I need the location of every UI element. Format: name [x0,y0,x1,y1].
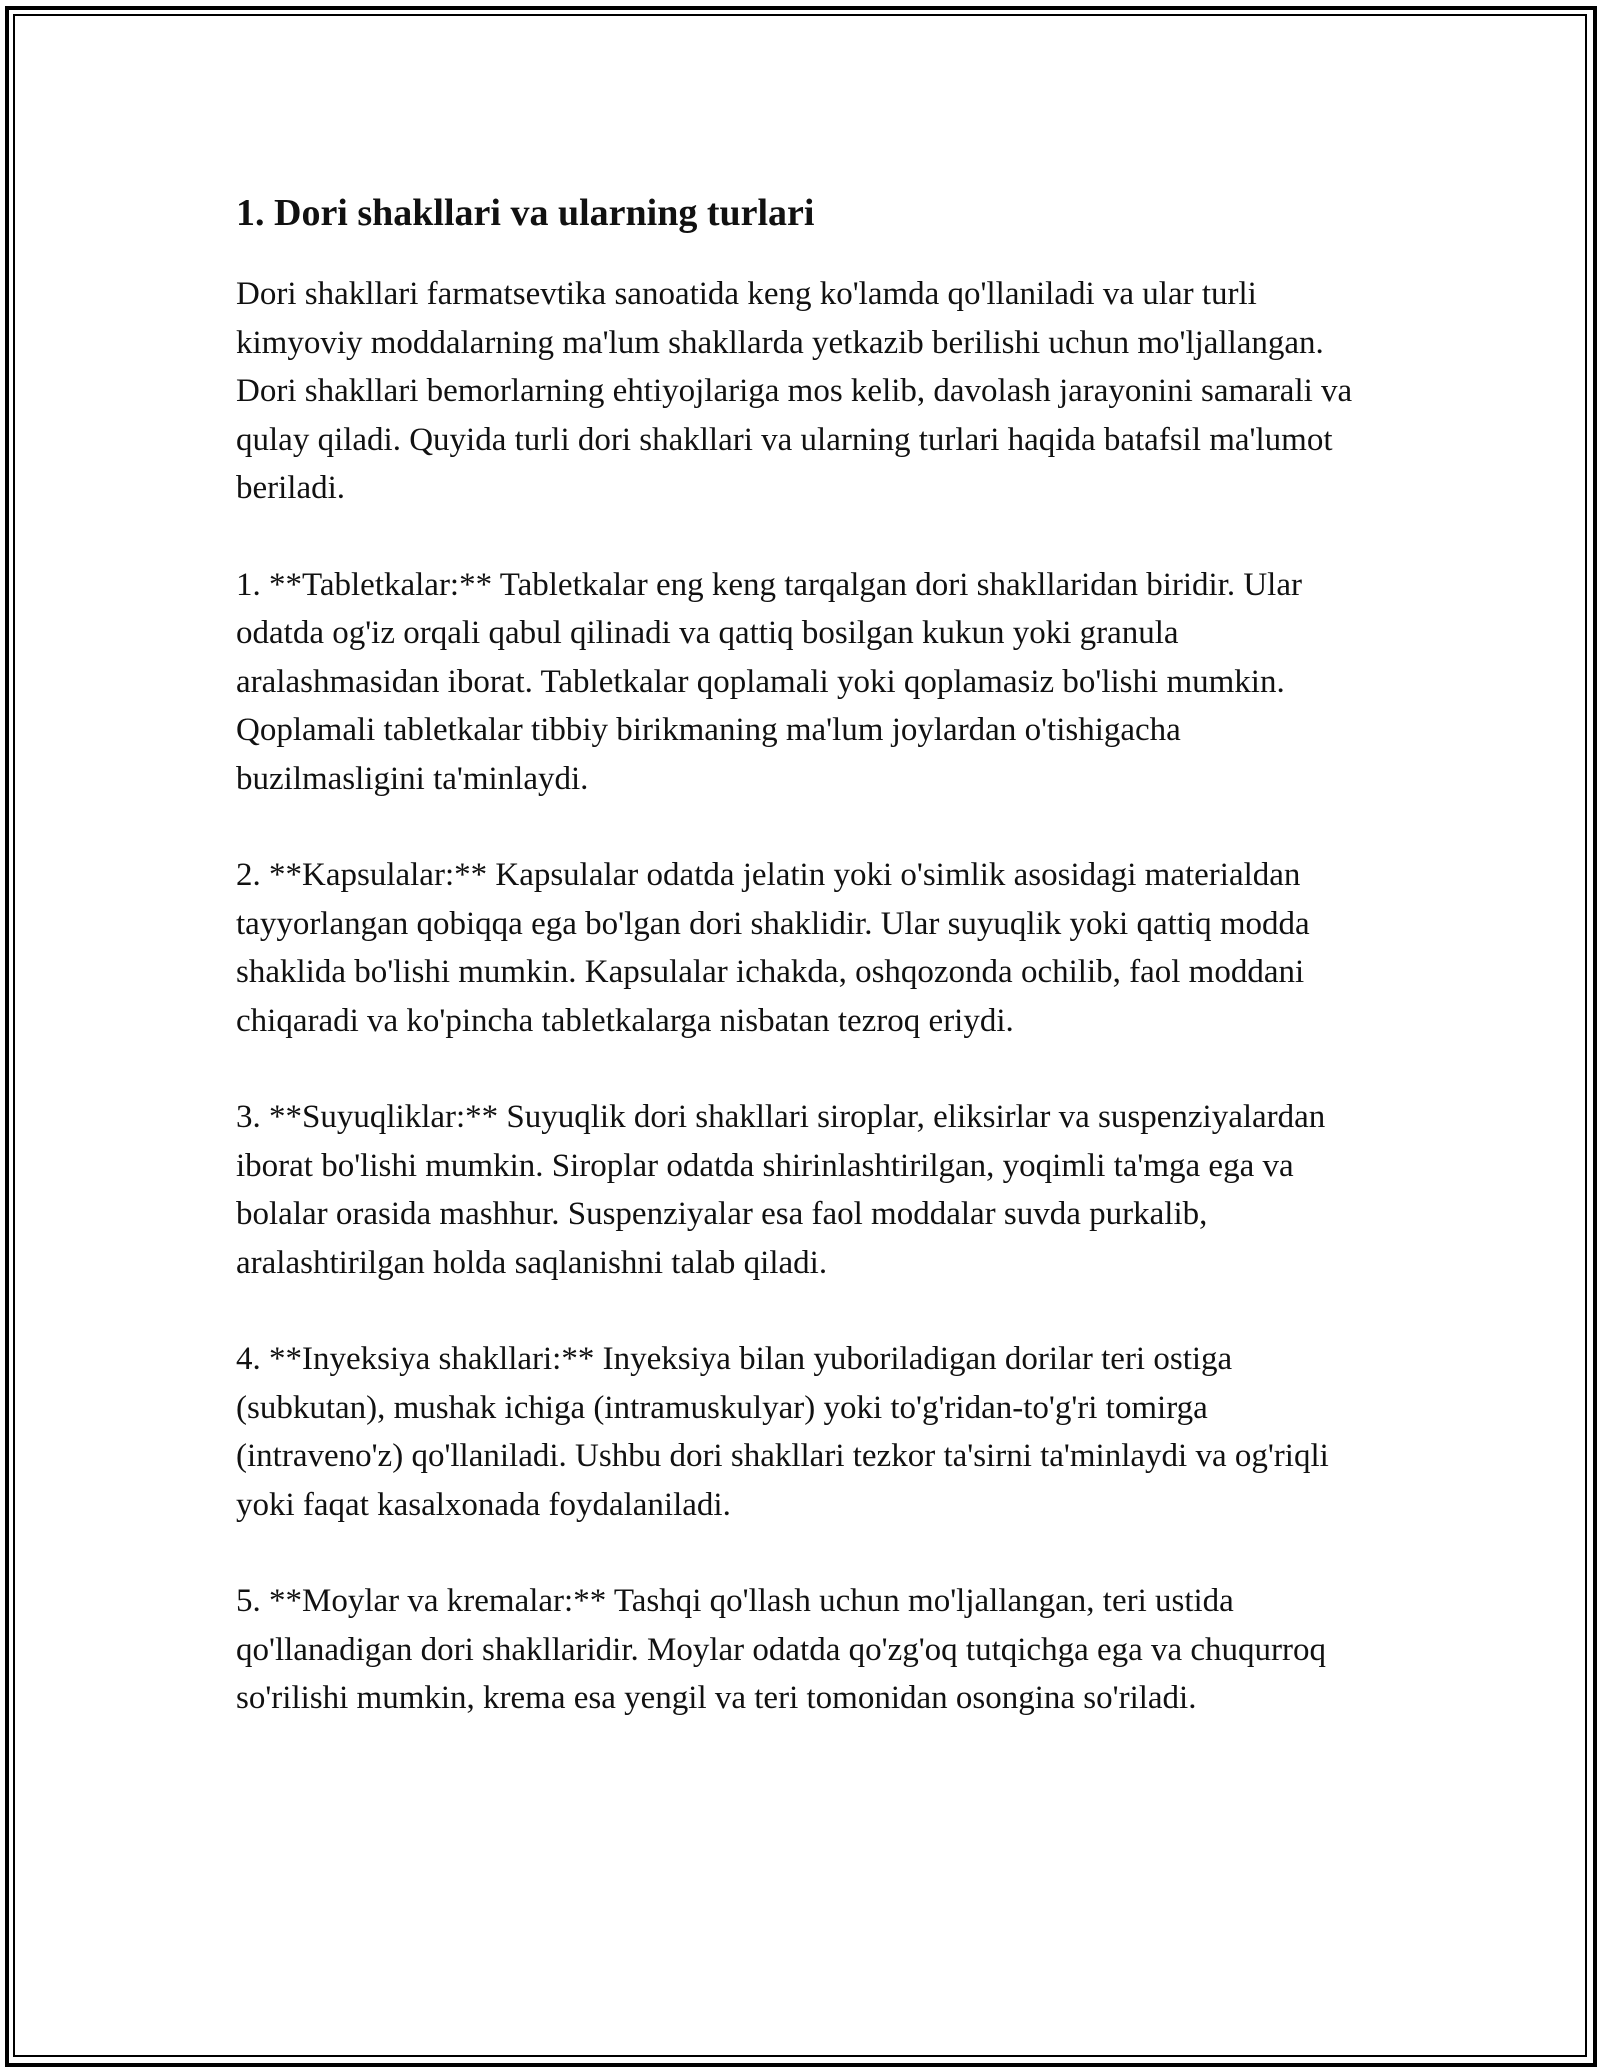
document-body [236,188,1366,1771]
list-item-injections: 4. **Inyeksiya shakllari:** Inyeksiya bilan yuboriladigan dorilar teri ostiga (subkutan), mushak ichiga (intramuskulyar) yoki to'g'ridan-to'g'ri tomirga (intraveno'z) qo'llaniladi. Ushbu dori shakllari tezkor ta'sirni ta'minlaydi va og'riqli yoki faqat kasalxonada foydalaniladi. [236,1341,1329,1523]
document-title: 1. Dori shakllari va ularning turlari [236,192,815,234]
list-item-liquids: 3. **Suyuqliklar:** Suyuqlik dori shakllari siroplar, eliksirlar va suspenziyalardan iborat bo'lishi mumkin. Siroplar odatda shirinlashtirilgan, yoqimli ta'mga ega va bolalar orasida mashhur. Suspenziyalar esa faol moddalar suvda purkalib, aralashtirilgan holda saqlanishni talab qiladi. [236,1099,1326,1281]
list-item-tablets: 1. **Tabletkalar:** Tabletkalar eng keng tarqalgan dori shakllaridan biridir. Ular odatda og'iz orqali qabul qilinadi va qattiq bosilgan kukun yoki granula aralashmasidan iborat. Tabletkalar qoplamali yoki qoplamasiz bo'lishi mumkin. Qoplamali tabletkalar tibbiy birikmaning ma'lum joylardan o'tishigacha buzilmasligini ta'minlaydi. [236,566,1302,797]
intro-paragraph: Dori shakllari farmatsevtika sanoatida keng ko'lamda qo'llaniladi va ular turli kimyoviy moddalarning ma'lum shakllarda yetkazib berilishi uchun mo'ljallangan. Dori shakllari bemorlarning ehtiyojlariga mos kelib, davolash jarayonini samarali va qulay qiladi. Quyida turli dori shakllari va ularning turlari haqida batafsil ma'lumot beriladi. [236,276,1353,506]
list-item-ointments: 5. **Moylar va kremalar:** Tashqi qo'llash uchun mo'ljallangan, teri ustida qo'llanadigan dori shakllaridir. Moylar odatda qo'zg'oq tutqichga ega va chuqurroq so'rilishi mumkin, krema esa yengil va teri tomonidan osongina so'riladi. [236,1583,1327,1716]
list-item-capsules: 2. **Kapsulalar:** Kapsulalar odatda jelatin yoki o'simlik asosidagi materialdan tayyorlangan qobiqqa ega bo'lgan dori shaklidir. Ular suyuqlik yoki qattiq modda shaklida bo'lishi mumkin. Kapsulalar ichakda, oshqozonda ochilib, faol moddani chiqaradi va ko'pincha tabletkalarga nisbatan tezroq eriydi. [236,857,1310,1039]
